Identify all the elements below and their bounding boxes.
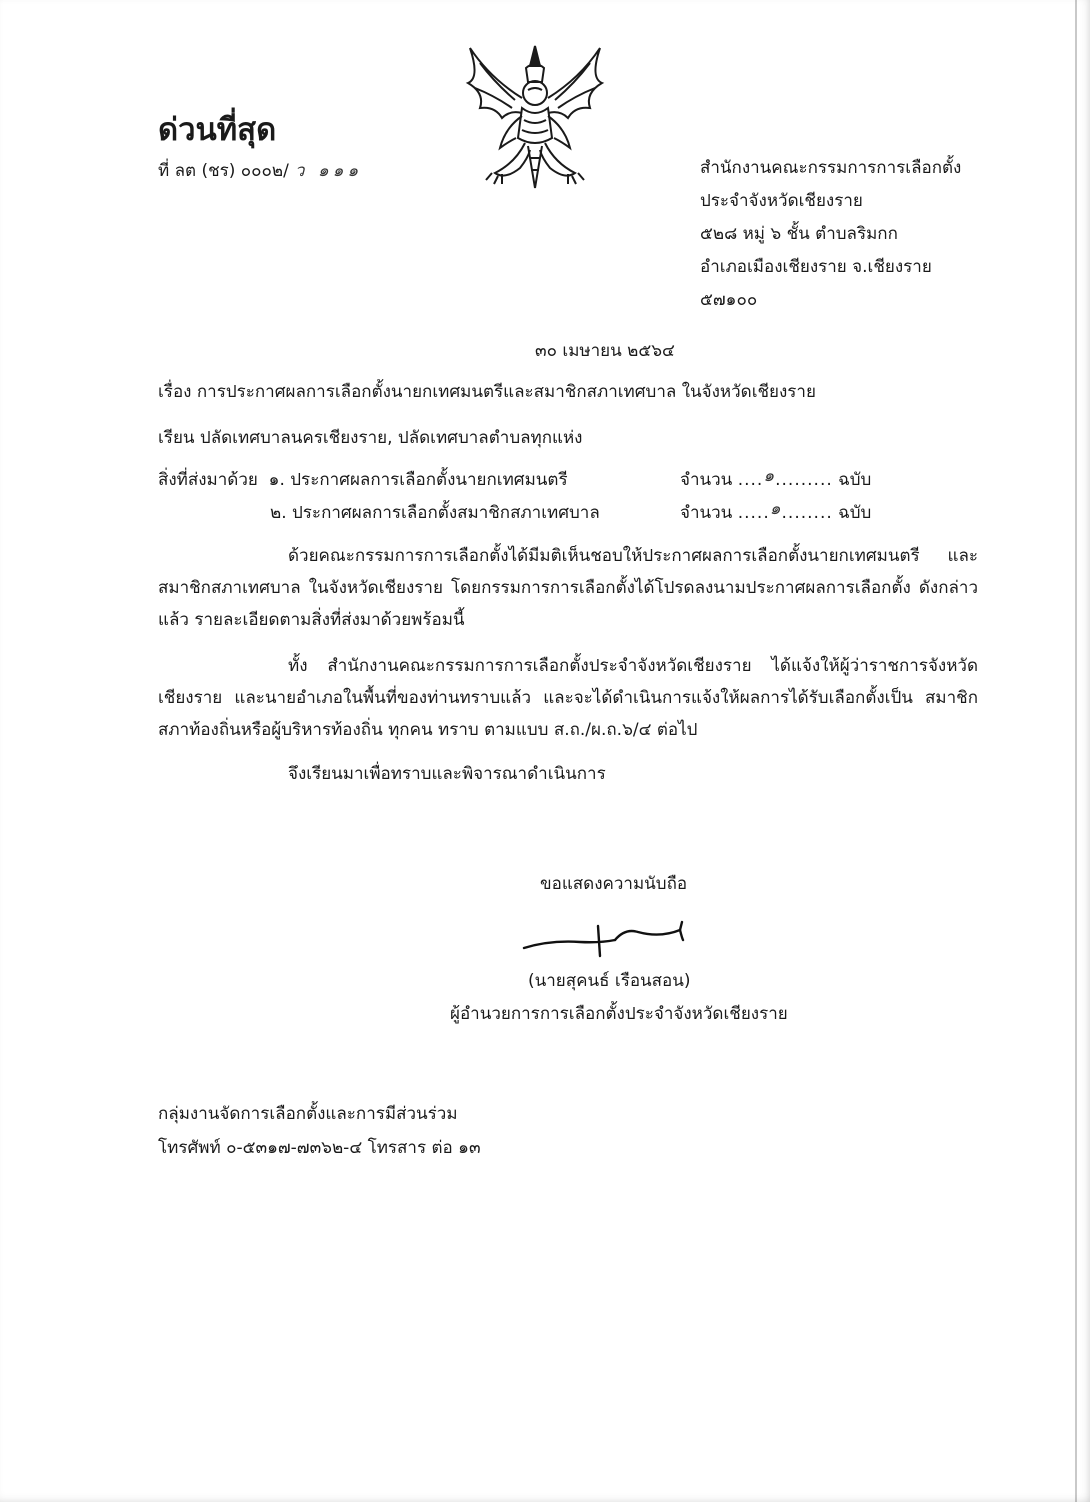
enclosure-label: สิ่งที่ส่งมาด้วย (158, 470, 258, 490)
handwritten-quantity: ๑ (763, 466, 776, 486)
quantity-label: จำนวน (680, 470, 733, 490)
document-date: ๓๐ เมษายน ๒๕๖๔ (535, 341, 675, 361)
quantity-dotted-line: ....๑......... (737, 466, 833, 490)
recipient-line: เรียน ปลัดเทศบาลนครเชียงราย, ปลัดเทศบาลตำบลทุกแห่ง (158, 428, 583, 448)
enclosure-item-1 (158, 469, 568, 491)
quantity-dotted-line: .....๑........ (737, 499, 833, 523)
enclosure-item-1-quantity (680, 466, 872, 491)
handwritten-signature-icon (520, 918, 695, 960)
enclosure-item-1-text: ๑. ประกาศผลการเลือกตั้งนายกเทศมนตรี (268, 470, 568, 490)
scan-border-line (1075, 0, 1077, 1502)
urgency-label: ด่วนที่สุด (158, 112, 277, 148)
sender-address-line-2: ประจำจังหวัดเชียงราย (700, 191, 863, 211)
garuda-emblem-icon (450, 38, 620, 198)
quantity-label: จำนวน (680, 503, 733, 523)
body-paragraph-2: ทั้ง สำนักงานคณะกรรมการการเลือกตั้งประจำจังหวัดเชียงราย ได้แจ้งให้ผู้ว่าราชการจังหวัด เชียงราย และนายอำเภอในพื้นที่ของท่านทราบแล้ว และจะได้ดำเนินการแจ้งให้ผลการได้รับเลือกตั้งเป็น สมาชิกสภาท้องถิ่นหรือผู้บริหารท้องถิ่น ทุกคน ทราบ ตามแบบ ส.ถ./ผ.ถ.๖/๔ ต่อไป (158, 656, 978, 740)
closing-sentence: จึงเรียนมาเพื่อทราบและพิจารณาดำเนินการ (288, 764, 606, 784)
department-name: กลุ่มงานจัดการเลือกตั้งและการมีส่วนร่วม (158, 1104, 458, 1124)
enclosure-item-2-quantity (680, 499, 872, 524)
reference-prefix: ที่ ลต (ชร) ๐๐๐๒/ (158, 161, 289, 181)
document-reference (158, 160, 362, 182)
sender-address-line-4: อำเภอเมืองเชียงราย จ.เชียงราย (700, 257, 932, 277)
body-paragraph-1: ด้วยคณะกรรมการการเลือกตั้งได้มีมติเห็นชอบให้ประกาศผลการเลือกตั้งนายกเทศมนตรี และสมาชิกสภาเทศบาล ในจังหวัดเชียงราย โดยกรรมการการเลือกตั้งได้โปรดลงนามประกาศผลการเลือกตั้ง ดังกล่าวแล้ว รายละเอียดตามสิ่งที่ส่งมาด้วยพร้อมนี้ (158, 546, 978, 630)
complimentary-close: ขอแสดงความนับถือ (540, 874, 688, 894)
signer-name: (นายสุคนธ์ เรือนสอน) (528, 971, 691, 991)
sender-address-line-3: ๕๒๘ หมู่ ๖ ชั้น ตำบลริมกก (700, 224, 898, 244)
sender-address-postcode: ๕๗๑๐๐ (700, 290, 758, 310)
enclosure-item-2-text: ๒. ประกาศผลการเลือกตั้งสมาชิกสภาเทศบาล (270, 503, 600, 523)
handwritten-reference-number: ว ๑๑๑ (294, 161, 363, 181)
quantity-unit: ฉบับ (838, 503, 872, 523)
contact-phone: โทรศัพท์ ๐-๕๓๑๗-๗๓๖๒-๔ โทรสาร ต่อ ๑๓ (158, 1138, 481, 1158)
sender-address-line-1: สำนักงานคณะกรรมการการเลือกตั้ง (700, 158, 962, 178)
signer-position: ผู้อำนวยการการเลือกตั้งประจำจังหวัดเชียงราย (450, 1004, 788, 1024)
quantity-unit: ฉบับ (838, 470, 872, 490)
handwritten-quantity: ๑ (769, 499, 782, 519)
subject-line: เรื่อง การประกาศผลการเลือกตั้งนายกเทศมนตรีและสมาชิกสภาเทศบาล ในจังหวัดเชียงราย (158, 382, 816, 402)
